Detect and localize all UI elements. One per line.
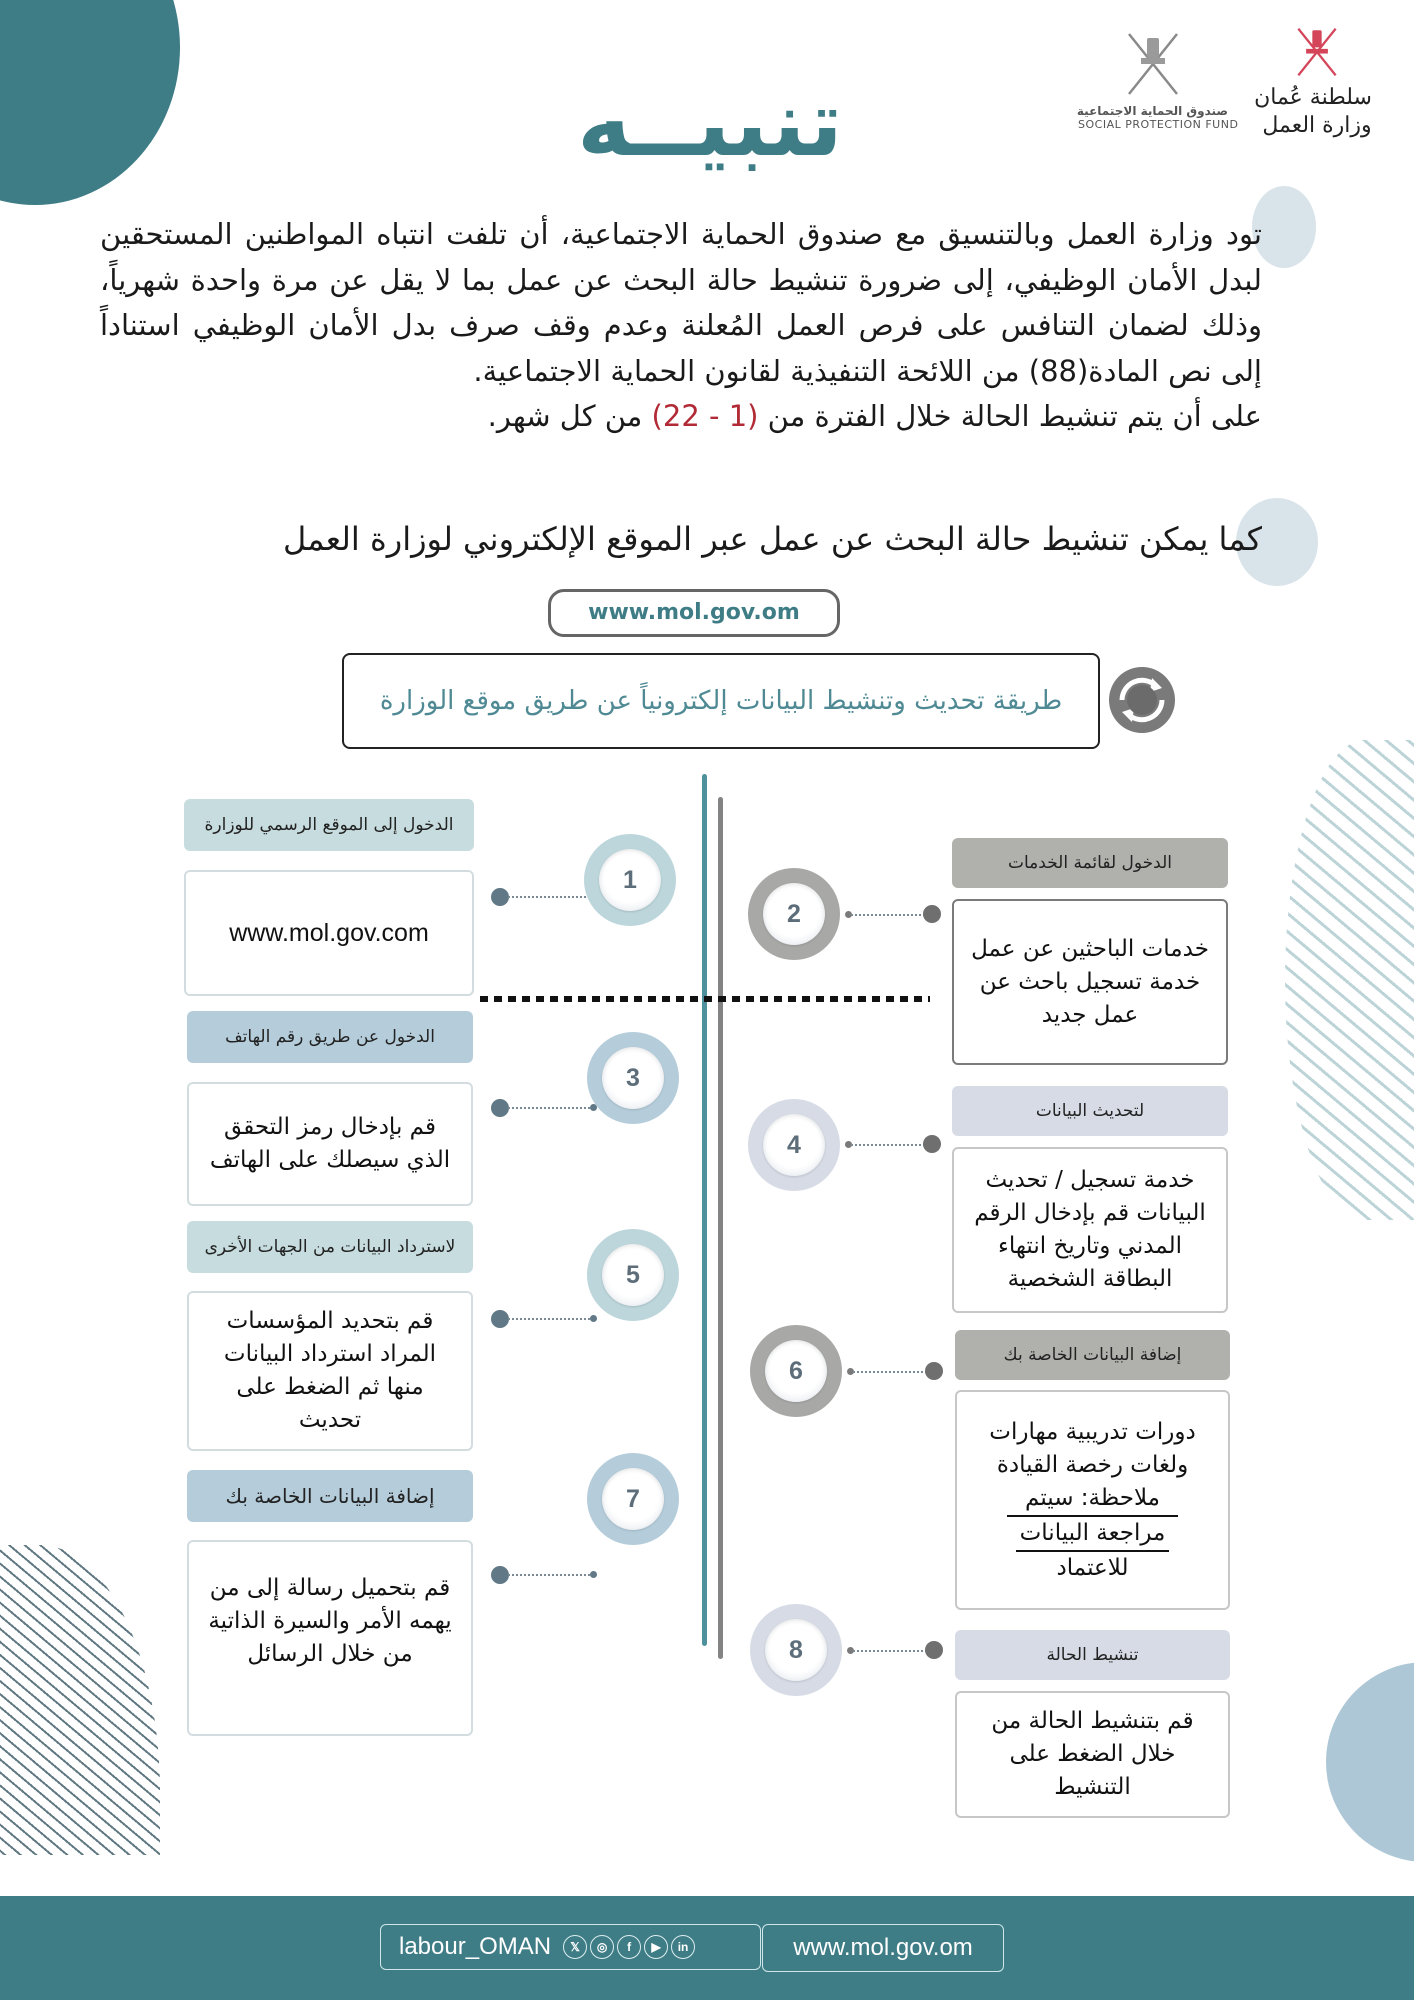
- step-6-body: [955, 1390, 1230, 1610]
- dotted-divider: [480, 996, 930, 1002]
- timeline-line-gray: [718, 797, 723, 1659]
- step-8-body: قم بتنشيط الحالة من خلال الضغط على التنشيط: [955, 1691, 1230, 1818]
- connector-dot: [923, 1135, 941, 1153]
- social-icons: [563, 1935, 695, 1959]
- step-6-note-3: للاعتماد: [1056, 1554, 1129, 1581]
- connector-line: [853, 1371, 933, 1373]
- step-6-note-2: مراجعة البيانات: [1016, 1517, 1170, 1552]
- step-number: 4: [763, 1114, 825, 1176]
- footer-website-link[interactable]: www.mol.gov.om: [762, 1924, 1004, 1972]
- connector-line: [508, 1574, 596, 1576]
- step-5-badge: [587, 1229, 679, 1321]
- oman-emblem-icon: [1121, 28, 1185, 100]
- connector-dot: [491, 1566, 509, 1584]
- step-3-badge: [587, 1032, 679, 1124]
- intro-paragraph: تود وزارة العمل وبالتنسيق مع صندوق الحماية الاجتماعية، أن تلفت انتباه المواطنين المستحقين لبدل الأمان الوظيفي، إلى ضرورة تنشيط حالة البحث عن عمل بما لا يقل عن مرة واحدة شهرياً، وذلك لضمان التنافس على فرص العمل المُعلنة وعدم وقف صرف بدل الأمان الوظيفي استناداً إلى نص المادة(88) من اللائحة التنفيذية لقانون الحماية الاجتماعية.: [100, 217, 1262, 388]
- decorative-circle-bottom-right: [1326, 1662, 1414, 1862]
- website-link[interactable]: www.mol.gov.om: [548, 589, 840, 637]
- decorative-stripes-right: [1285, 740, 1414, 1220]
- lead-heading: كما يمكن تنشيط حالة البحث عن عمل عبر الموقع الإلكتروني لوزارة العمل: [282, 520, 1262, 558]
- connector-dot: [923, 905, 941, 923]
- decorative-circle-top-left: [0, 0, 180, 205]
- social-protection-fund-logo: [1076, 28, 1239, 131]
- step-4-body: خدمة تسجيل / تحديث البيانات قم بإدخال الرقم المدني وتاريخ انتهاء البطاقة الشخصية: [952, 1147, 1228, 1313]
- step-number: 8: [765, 1619, 827, 1681]
- step-6-note-1: ملاحظة: سيتم: [1007, 1482, 1178, 1517]
- step-3-title: الدخول عن طريق رقم الهاتف: [187, 1011, 473, 1063]
- step-1-url[interactable]: www.mol.gov.com: [229, 918, 429, 947]
- step-6-body-text: دورات تدريبية مهارات ولغات رخصة القيادة: [989, 1418, 1196, 1478]
- step-2-body: خدمات الباحثين عن عمل خدمة تسجيل باحث عن عمل جديد: [952, 899, 1228, 1065]
- step-number: 2: [763, 883, 825, 945]
- step-number: 7: [602, 1468, 664, 1530]
- instagram-icon[interactable]: ◎: [590, 1935, 614, 1959]
- method-title-box: طريقة تحديث وتنشيط البيانات إلكترونياً عن طريق موقع الوزارة: [342, 653, 1100, 749]
- x-icon[interactable]: 𝕏: [563, 1935, 587, 1959]
- step-2-title: الدخول لقائمة الخدمات: [952, 838, 1228, 888]
- step-3-body: قم بإدخال رمز التحقق الذي سيصلك على الهاتف: [187, 1082, 473, 1206]
- ministry-of-labour-logo: [1254, 24, 1372, 140]
- social-handle[interactable]: labour_OMAN: [399, 1933, 552, 1960]
- mol-line-ministry: وزارة العمل: [1262, 113, 1372, 138]
- step-1-badge: [584, 834, 676, 926]
- spf-english-name: SOCIAL PROTECTION FUND: [1078, 118, 1239, 131]
- step-4-badge: [748, 1099, 840, 1191]
- connector-dot: [925, 1362, 943, 1380]
- step-number: 1: [599, 849, 661, 911]
- step-6-badge: [750, 1325, 842, 1417]
- connector-dot: [925, 1641, 943, 1659]
- step-1-title: الدخول إلى الموقع الرسمي للوزارة: [184, 799, 474, 851]
- step-2-badge: [748, 868, 840, 960]
- step-7-badge: [587, 1453, 679, 1545]
- intro-text: [100, 212, 1262, 440]
- step-5-title: لاسترداد البيانات من الجهات الأخرى: [187, 1221, 473, 1273]
- refresh-icon: [1108, 666, 1176, 734]
- connector-dot-small: [590, 1571, 597, 1578]
- connector-dot-small: [590, 1315, 597, 1322]
- step-number: 6: [765, 1340, 827, 1402]
- youtube-icon[interactable]: ▶: [644, 1935, 668, 1959]
- mol-line-sultanate: سلطنة عُمان: [1254, 85, 1372, 110]
- step-7-body: قم بتحميل رسالة إلى من يهمه الأمر والسيرة الذاتية من خلال الرسائل: [187, 1540, 473, 1736]
- step-8-badge: [750, 1604, 842, 1696]
- period-range: (1 - 22): [651, 399, 759, 433]
- period-suffix: من كل شهر.: [487, 399, 652, 433]
- step-5-body: قم بتحديد المؤسسات المراد استرداد البيانات منها ثم الضغط على تحديث: [187, 1291, 473, 1451]
- step-number: 3: [602, 1047, 664, 1109]
- period-prefix: على أن يتم تنشيط الحالة خلال الفترة من: [758, 399, 1262, 433]
- connector-line: [508, 1107, 596, 1109]
- step-7-title: إضافة البيانات الخاصة بك: [187, 1470, 473, 1522]
- connector-dot: [491, 1099, 509, 1117]
- timeline-line-teal: [702, 774, 707, 1646]
- step-6-title: إضافة البيانات الخاصة بك: [955, 1330, 1230, 1380]
- oman-emblem-red-icon: [1291, 24, 1343, 80]
- connector-dot: [491, 1310, 509, 1328]
- spf-arabic-name: صندوق الحماية الاجتماعية: [1076, 104, 1228, 118]
- connector-dot: [491, 888, 509, 906]
- page-title: تنبيــه: [577, 70, 843, 177]
- decorative-stripes-left: [0, 1545, 160, 1855]
- linkedin-icon[interactable]: in: [671, 1935, 695, 1959]
- step-8-title: تنشيط الحالة: [955, 1630, 1230, 1680]
- connector-line: [851, 1144, 931, 1146]
- connector-line: [508, 1318, 596, 1320]
- connector-line: [508, 896, 596, 898]
- step-number: 5: [602, 1244, 664, 1306]
- step-4-title: لتحديث البيانات: [952, 1086, 1228, 1136]
- activation-period: [100, 394, 1262, 440]
- connector-line: [851, 914, 931, 916]
- step-1-body: [184, 870, 474, 996]
- connector-line: [853, 1650, 933, 1652]
- social-handle-box: [380, 1924, 761, 1970]
- facebook-icon[interactable]: f: [617, 1935, 641, 1959]
